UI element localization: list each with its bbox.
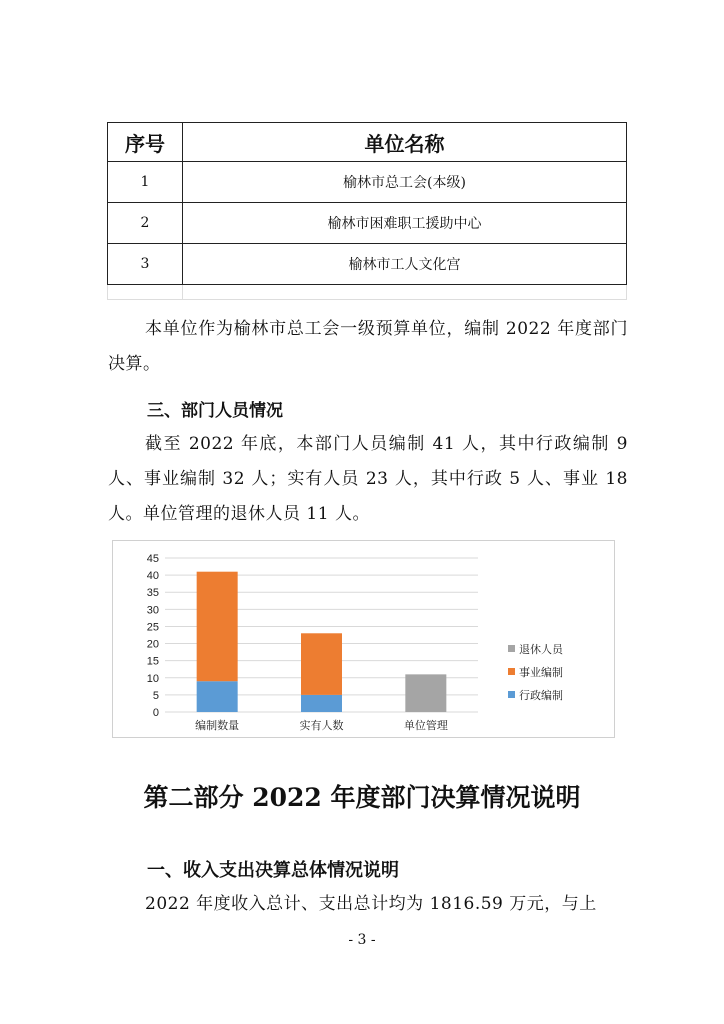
y-tick-label: 40 [146,570,159,583]
bar-事业编制 [301,633,342,695]
section1-heading: 一、收入支出决算总体情况说明 [147,860,399,881]
header-unit-name: 单位名称 [183,123,627,162]
y-tick-label: 45 [146,553,159,565]
row-no: 2 [108,203,183,244]
table-empty-row [108,285,627,300]
part-title: 第二部分 2022 年度部门决算情况说明 [143,783,581,812]
legend-swatch [508,691,515,698]
row-unit-name: 榆林市总工会(本级) [183,162,627,203]
x-tick-label: 实有人数 [299,719,344,732]
y-tick-label: 25 [146,621,159,634]
bar-退休人员 [405,674,446,712]
x-tick-label: 单位管理 [403,719,448,732]
row-unit-name: 榆林市工人文化宫 [183,244,627,285]
y-tick-label: 35 [146,587,159,600]
section3-heading: 三、部门人员情况 [147,401,283,421]
section3-paragraph: 截至 2022 年底，本部门人员编制 41 人，其中行政编制 9 人、事业编制 32 人；实有人员 23 人，其中行政 5 人、事业 18 人。单位管理的退休人员 11 人。 [108,434,628,524]
legend-label: 行政编制 [519,689,563,702]
bar-事业编制 [197,572,238,682]
legend-swatch [508,668,515,675]
header-seq: 序号 [108,123,183,162]
y-tick-label: 0 [152,707,159,719]
table-row [108,203,627,244]
legend-swatch [508,645,515,652]
legend-label: 事业编制 [519,666,563,679]
y-tick-label: 10 [146,672,159,685]
row-unit-name: 榆林市困难职工援助中心 [183,203,627,244]
y-tick-label: 30 [146,604,159,617]
y-tick-label: 15 [146,655,159,668]
table-row [108,162,627,203]
y-tick-label: 20 [146,638,159,651]
intro-paragraph: 本单位作为榆林市总工会一级预算单位，编制 2022 年度部门决算。 [108,319,628,374]
page-number: - 3 - [348,932,376,948]
table-header-row [108,123,627,162]
y-tick-label: 5 [152,689,159,702]
legend-label: 退休人员 [519,643,563,656]
unit-table [107,122,627,300]
row-no: 1 [108,162,183,203]
x-tick-label: 编制数量 [195,719,240,732]
section1-paragraph: 2022 年度收入总计、支出总计均为 1816.59 万元，与上 [145,894,597,914]
table-row [108,244,627,285]
bar-行政编制 [197,681,238,712]
row-no: 3 [108,244,183,285]
staff-chart-svg [113,541,614,737]
bar-行政编制 [301,695,342,712]
staff-chart [112,540,615,738]
